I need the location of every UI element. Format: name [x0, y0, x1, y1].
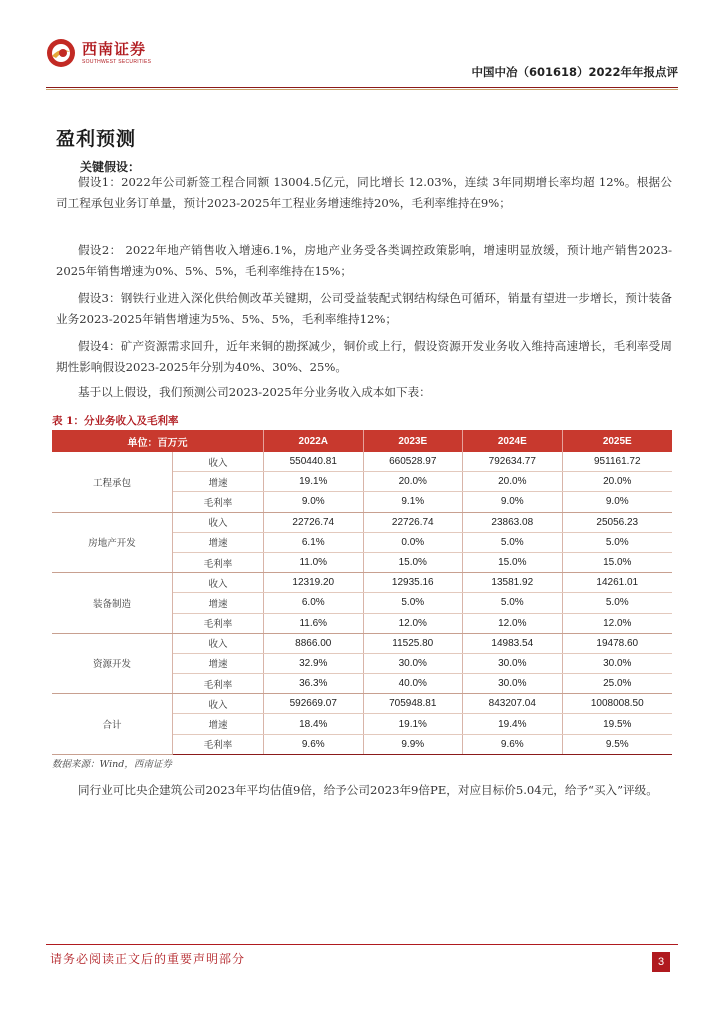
- metric-label: 收入: [173, 512, 264, 532]
- table-cell: 11.6%: [264, 613, 364, 633]
- table-cell: 13581.92: [463, 573, 563, 593]
- table-cell: 30.0%: [562, 653, 672, 673]
- table-cell: 23863.08: [463, 512, 563, 532]
- table-cell: 9.6%: [463, 734, 563, 754]
- table-cell: 9.6%: [264, 734, 364, 754]
- table-cell: 5.0%: [463, 593, 563, 613]
- table-cell: 19.5%: [562, 714, 672, 734]
- year-header: 2024E: [463, 430, 563, 452]
- metric-label: 毛利率: [173, 492, 264, 512]
- metric-label: 毛利率: [173, 552, 264, 572]
- table-cell: 19.1%: [363, 714, 463, 734]
- metric-label: 收入: [173, 452, 264, 472]
- metric-label: 毛利率: [173, 613, 264, 633]
- table-cell: 9.0%: [562, 492, 672, 512]
- header-divider-accent: [46, 89, 678, 90]
- key-assumptions-label: 关键假设：: [80, 160, 141, 174]
- table-cell: 5.0%: [463, 532, 563, 552]
- metric-label: 增速: [173, 472, 264, 492]
- metric-label: 收入: [173, 694, 264, 714]
- table-cell: 9.0%: [463, 492, 563, 512]
- table-cell: 22726.74: [363, 512, 463, 532]
- metric-label: 毛利率: [173, 674, 264, 694]
- table-cell: 705948.81: [363, 694, 463, 714]
- table-cell: 15.0%: [463, 552, 563, 572]
- table-cell: 660528.97: [363, 452, 463, 472]
- assumption-1: 假设1：2022年公司新签工程合同额 13004.5亿元，同比增长 12.03%，连续 3年同期增长率均超 12%。根据公司工程承包业务订单量，预计2023-2025年工程业务增速维持20%，毛利率维持在9%；: [56, 175, 672, 210]
- table-cell: 19.4%: [463, 714, 563, 734]
- metric-label: 增速: [173, 714, 264, 734]
- metric-label: 增速: [173, 653, 264, 673]
- year-header: 2022A: [264, 430, 364, 452]
- table-cell: 1008008.50: [562, 694, 672, 714]
- table-cell: 951161.72: [562, 452, 672, 472]
- table-cell: 12.0%: [562, 613, 672, 633]
- table-cell: 11.0%: [264, 552, 364, 572]
- table-cell: 6.0%: [264, 593, 364, 613]
- logo-name-en: SOUTHWEST SECURITIES: [82, 59, 152, 65]
- table-cell: 30.0%: [363, 653, 463, 673]
- table-cell: 8866.00: [264, 633, 364, 653]
- table-cell: 25056.23: [562, 512, 672, 532]
- footer-divider: [46, 944, 678, 945]
- table-cell: 12.0%: [463, 613, 563, 633]
- table-title: 表 1：分业务收入及毛利率: [52, 415, 179, 427]
- table-cell: 22726.74: [264, 512, 364, 532]
- metric-label: 收入: [173, 633, 264, 653]
- table-cell: 9.9%: [363, 734, 463, 754]
- forecast-summary: 基于以上假设，我们预测公司2023-2025年分业务收入成本如下表：: [78, 385, 431, 399]
- segment-name: 合计: [52, 694, 173, 755]
- southwest-securities-logo-icon: [46, 38, 76, 68]
- section-title: 盈利预测: [56, 128, 137, 150]
- logo-name-cn: 西南证券: [82, 40, 147, 58]
- year-header: 2025E: [562, 430, 672, 452]
- table-cell: 20.0%: [363, 472, 463, 492]
- data-source-note: 数据来源：Wind，西南证券: [52, 759, 172, 770]
- assumption-4: 假设4：矿产资源需求回升，近年来铜的勘探减少，铜价或上行，假设资源开发业务收入维持高速增长，毛利率受周期性影响假设2023-2025年分别为40%、30%、25%。: [56, 339, 672, 374]
- table-cell: 12935.16: [363, 573, 463, 593]
- table-cell: 14261.01: [562, 573, 672, 593]
- metric-label: 收入: [173, 573, 264, 593]
- table-cell: 5.0%: [562, 532, 672, 552]
- table-cell: 36.3%: [264, 674, 364, 694]
- year-header: 2023E: [363, 430, 463, 452]
- metric-label: 增速: [173, 532, 264, 552]
- page-header: [46, 38, 678, 84]
- assumption-3: 假设3：钢铁行业进入深化供给侧改革关键期，公司受益装配式钢结构绿色可循环，销量有望进一步增长，预计装备业务2023-2025年销售增速为5%、5%、5%，毛利率维持12%；: [56, 291, 672, 326]
- header-divider: [46, 87, 678, 88]
- table-row: [52, 633, 672, 653]
- table-cell: 0.0%: [363, 532, 463, 552]
- segment-name: 装备制造: [52, 573, 173, 634]
- table-cell: 550440.81: [264, 452, 364, 472]
- table-cell: 15.0%: [363, 552, 463, 572]
- table-cell: 14983.54: [463, 633, 563, 653]
- table-cell: 6.1%: [264, 532, 364, 552]
- table-cell: 9.1%: [363, 492, 463, 512]
- valuation-paragraph: 同行业可比央企建筑公司2023年平均估值9倍，给予公司2023年9倍PE，对应目标价5.04元，给予“买入”评级。: [78, 783, 658, 797]
- table-cell: 12319.20: [264, 573, 364, 593]
- table-cell: 5.0%: [363, 593, 463, 613]
- metric-label: 毛利率: [173, 734, 264, 754]
- table-cell: 20.0%: [562, 472, 672, 492]
- table-cell: 5.0%: [562, 593, 672, 613]
- segment-name: 工程承包: [52, 452, 173, 512]
- unit-header: 单位：百万元: [52, 430, 264, 452]
- table-cell: 32.9%: [264, 653, 364, 673]
- table-row: [52, 452, 672, 472]
- table-cell: 19.1%: [264, 472, 364, 492]
- page-number: 3: [652, 952, 670, 972]
- table-cell: 19478.60: [562, 633, 672, 653]
- table-cell: 30.0%: [463, 653, 563, 673]
- table-cell: 11525.80: [363, 633, 463, 653]
- table-header-row: [52, 430, 672, 452]
- table-cell: 25.0%: [562, 674, 672, 694]
- table-cell: 792634.77: [463, 452, 563, 472]
- table-cell: 592669.07: [264, 694, 364, 714]
- table-row: [52, 512, 672, 532]
- table-cell: 18.4%: [264, 714, 364, 734]
- disclaimer-notice: 请务必阅读正文后的重要声明部分: [50, 952, 246, 966]
- table-cell: 9.5%: [562, 734, 672, 754]
- segment-name: 房地产开发: [52, 512, 173, 573]
- table-cell: 40.0%: [363, 674, 463, 694]
- table-cell: 15.0%: [562, 552, 672, 572]
- table-row: [52, 573, 672, 593]
- segment-revenue-table: [52, 430, 672, 755]
- segment-name: 资源开发: [52, 633, 173, 694]
- table-cell: 20.0%: [463, 472, 563, 492]
- table-row: [52, 694, 672, 714]
- assumption-2: 假设2： 2022年地产销售收入增速6.1%，房地产业务受各类调控政策影响，增速明显放缓，预计地产销售2023-2025年销售增速为0%、5%、5%，毛利率维持在15%；: [56, 243, 672, 278]
- report-title: 中国中冶（601618）2022年年报点评: [471, 65, 678, 79]
- table-cell: 9.0%: [264, 492, 364, 512]
- metric-label: 增速: [173, 593, 264, 613]
- table-cell: 12.0%: [363, 613, 463, 633]
- table-cell: 843207.04: [463, 694, 563, 714]
- company-logo: [46, 38, 151, 68]
- table-cell: 30.0%: [463, 674, 563, 694]
